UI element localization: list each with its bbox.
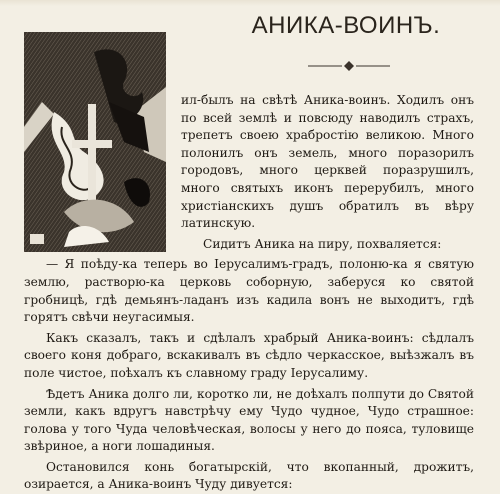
paragraph-feast: Сидитъ Аника на пиру, похваляется: (203, 236, 442, 251)
paragraph-opening: ил-былъ на свѣтѣ Аника-воинъ. Ходилъ онъ по всей землѣ и повсюду наводилъ страхъ, трепетъ своею храбростію великою. Много полонилъ онъ земель, много поразорилъ городовъ, много церквей поразрушилъ, много святыхъ иконъ перерубилъ, много христіанскихъ душъ обратилъ въ вѣру латинскую. (181, 93, 474, 231)
story-title: АНИКА-ВОИНЪ. (251, 12, 441, 39)
story-text (24, 92, 474, 494)
paragraph-wonder: Ѣдетъ Аника долго ли, коротко ли, не доѣхалъ полпути до Святой земли, какъ вдругъ навстрѣчу ему Чудо чудное, Чудо страшное: голова у того Чуда человѣческая, волосы у него до пояса, туловище звѣриное, а ноги лошадиныя. (24, 386, 474, 454)
title-ornament (304, 60, 394, 72)
page-top-edge (0, 0, 500, 6)
paragraph-departure: Какъ сказалъ, такъ и сдѣлалъ храбрый Аника-воинъ: сѣдлалъ своего коня добраго, вскакивалъ въ сѣдло черкасское, выѣзжалъ въ поле чистое, поѣхалъ къ славному граду Іерусалиму. (24, 330, 474, 380)
paragraph-horse: Остановился конь богатырскій, что вкопанный, дрожитъ, озирается, а Аника-воинъ Чуду дивуется: (24, 459, 474, 492)
paragraph-boast: — Я поѣду-ка теперь во Іерусалимъ-градъ, полоню-ка я святую землю, растворю-ка церковь соборную, заберуся ко святой гробницѣ, гдѣ демьянъ-ладанъ изъ кадила вонъ не выходитъ, гдѣ горятъ свѣчи неугасимыя. (24, 257, 474, 325)
